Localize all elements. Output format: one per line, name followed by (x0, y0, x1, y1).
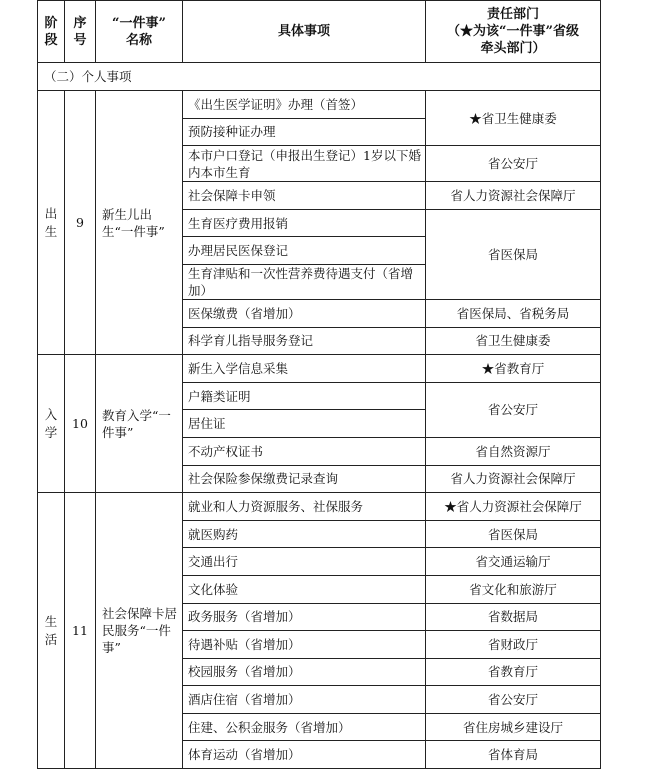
table-row (38, 493, 601, 521)
dept-cell: 省公安厅 (426, 146, 601, 182)
header-name-line-1: “一件事” (112, 15, 166, 31)
section-row (38, 63, 601, 91)
header-name-line-2: 名称 (125, 32, 152, 48)
dept-cell: 省交通运输厅 (426, 548, 601, 576)
header-row (38, 1, 601, 63)
item-cell: 医保缴费（省增加） (183, 299, 426, 327)
item-cell: 不动产权证书 (183, 437, 426, 465)
header-seq-line-1: 序 (73, 15, 87, 31)
header-stage (38, 1, 65, 63)
dept-cell: 省卫生健康委 (426, 327, 601, 355)
item-cell: 酒店住宿（省增加） (183, 686, 426, 714)
item-cell: 生育医疗费用报销 (183, 209, 426, 237)
item-cell: 户籍类证明 (183, 382, 426, 410)
matter-name-cell: 社会保障卡居民服务“一件事” (96, 493, 183, 769)
header-stage-line-1: 阶 (44, 15, 58, 31)
dept-cell: 省教育厅 (426, 658, 601, 686)
dept-cell: 省财政厅 (426, 631, 601, 659)
service-table (37, 0, 601, 769)
item-cell: 预防接种证办理 (183, 118, 426, 146)
header-dept-line-3: 牵头部门） (480, 41, 546, 56)
item-cell: 就医购药 (183, 520, 426, 548)
dept-cell: 省医保局 (426, 209, 601, 299)
dept-cell: ★省卫生健康委 (426, 91, 601, 146)
section-title: （二）个人事项 (38, 63, 601, 91)
item-cell: 社会保障卡申领 (183, 182, 426, 210)
stage-char: 活 (44, 631, 58, 647)
dept-cell: 省体育局 (426, 741, 601, 769)
dept-cell: 省人力资源社会保障厅 (426, 182, 601, 210)
dept-cell: 省文化和旅游厅 (426, 575, 601, 603)
seq-cell: 9 (65, 91, 96, 355)
item-cell: 社会保险参保缴费记录查询 (183, 465, 426, 493)
stage-cell (38, 91, 65, 355)
item-cell: 科学育儿指导服务登记 (183, 327, 426, 355)
stage-cell (38, 493, 65, 769)
seq-cell: 11 (65, 493, 96, 769)
table-row (38, 91, 601, 119)
header-name (96, 1, 183, 63)
item-cell: 政务服务（省增加） (183, 603, 426, 631)
seq-cell: 10 (65, 355, 96, 493)
dept-cell: 省住房城乡建设厅 (426, 713, 601, 741)
matter-name-cell: 新生儿出生“一件事” (96, 91, 183, 355)
stage-char: 生 (44, 613, 58, 629)
item-cell: 体育运动（省增加） (183, 741, 426, 769)
header-item: 具体事项 (183, 1, 426, 63)
stage-char: 生 (44, 223, 58, 239)
dept-cell: 省公安厅 (426, 686, 601, 714)
stage-cell (38, 355, 65, 493)
item-cell: 交通出行 (183, 548, 426, 576)
matter-name-cell: 教育入学“一件事” (96, 355, 183, 493)
dept-cell: ★省教育厅 (426, 355, 601, 383)
header-stage-line-2: 段 (44, 32, 58, 48)
dept-cell: 省医保局 (426, 520, 601, 548)
dept-cell: ★省人力资源社会保障厅 (426, 493, 601, 521)
header-dept (426, 1, 601, 63)
item-cell: 生育津贴和一次性营养费待遇支付（省增加） (183, 264, 426, 299)
item-cell: 《出生医学证明》办理（首签） (183, 91, 426, 119)
header-seq (65, 1, 96, 63)
item-cell: 住建、公积金服务（省增加） (183, 713, 426, 741)
header-seq-line-2: 号 (73, 32, 87, 48)
dept-cell: 省公安厅 (426, 382, 601, 437)
item-cell: 本市户口登记（申报出生登记）1岁以下婚内本市生育 (183, 146, 426, 182)
header-dept-line-1: 责任部门 (486, 7, 539, 22)
dept-cell: 省数据局 (426, 603, 601, 631)
item-cell: 办理居民医保登记 (183, 237, 426, 265)
item-cell: 居住证 (183, 410, 426, 438)
stage-char: 出 (44, 205, 58, 221)
item-cell: 就业和人力资源服务、社保服务 (183, 493, 426, 521)
item-cell: 校园服务（省增加） (183, 658, 426, 686)
dept-cell: 省人力资源社会保障厅 (426, 465, 601, 493)
dept-cell: 省自然资源厅 (426, 437, 601, 465)
item-cell: 文化体验 (183, 575, 426, 603)
stage-char: 入 (44, 406, 58, 422)
dept-cell: 省医保局、省税务局 (426, 299, 601, 327)
table-row (38, 355, 601, 383)
item-cell: 新生入学信息采集 (183, 355, 426, 383)
item-cell: 待遇补贴（省增加） (183, 631, 426, 659)
stage-char: 学 (44, 424, 58, 440)
header-dept-line-2: （★为该“一件事”省级 (447, 24, 579, 39)
